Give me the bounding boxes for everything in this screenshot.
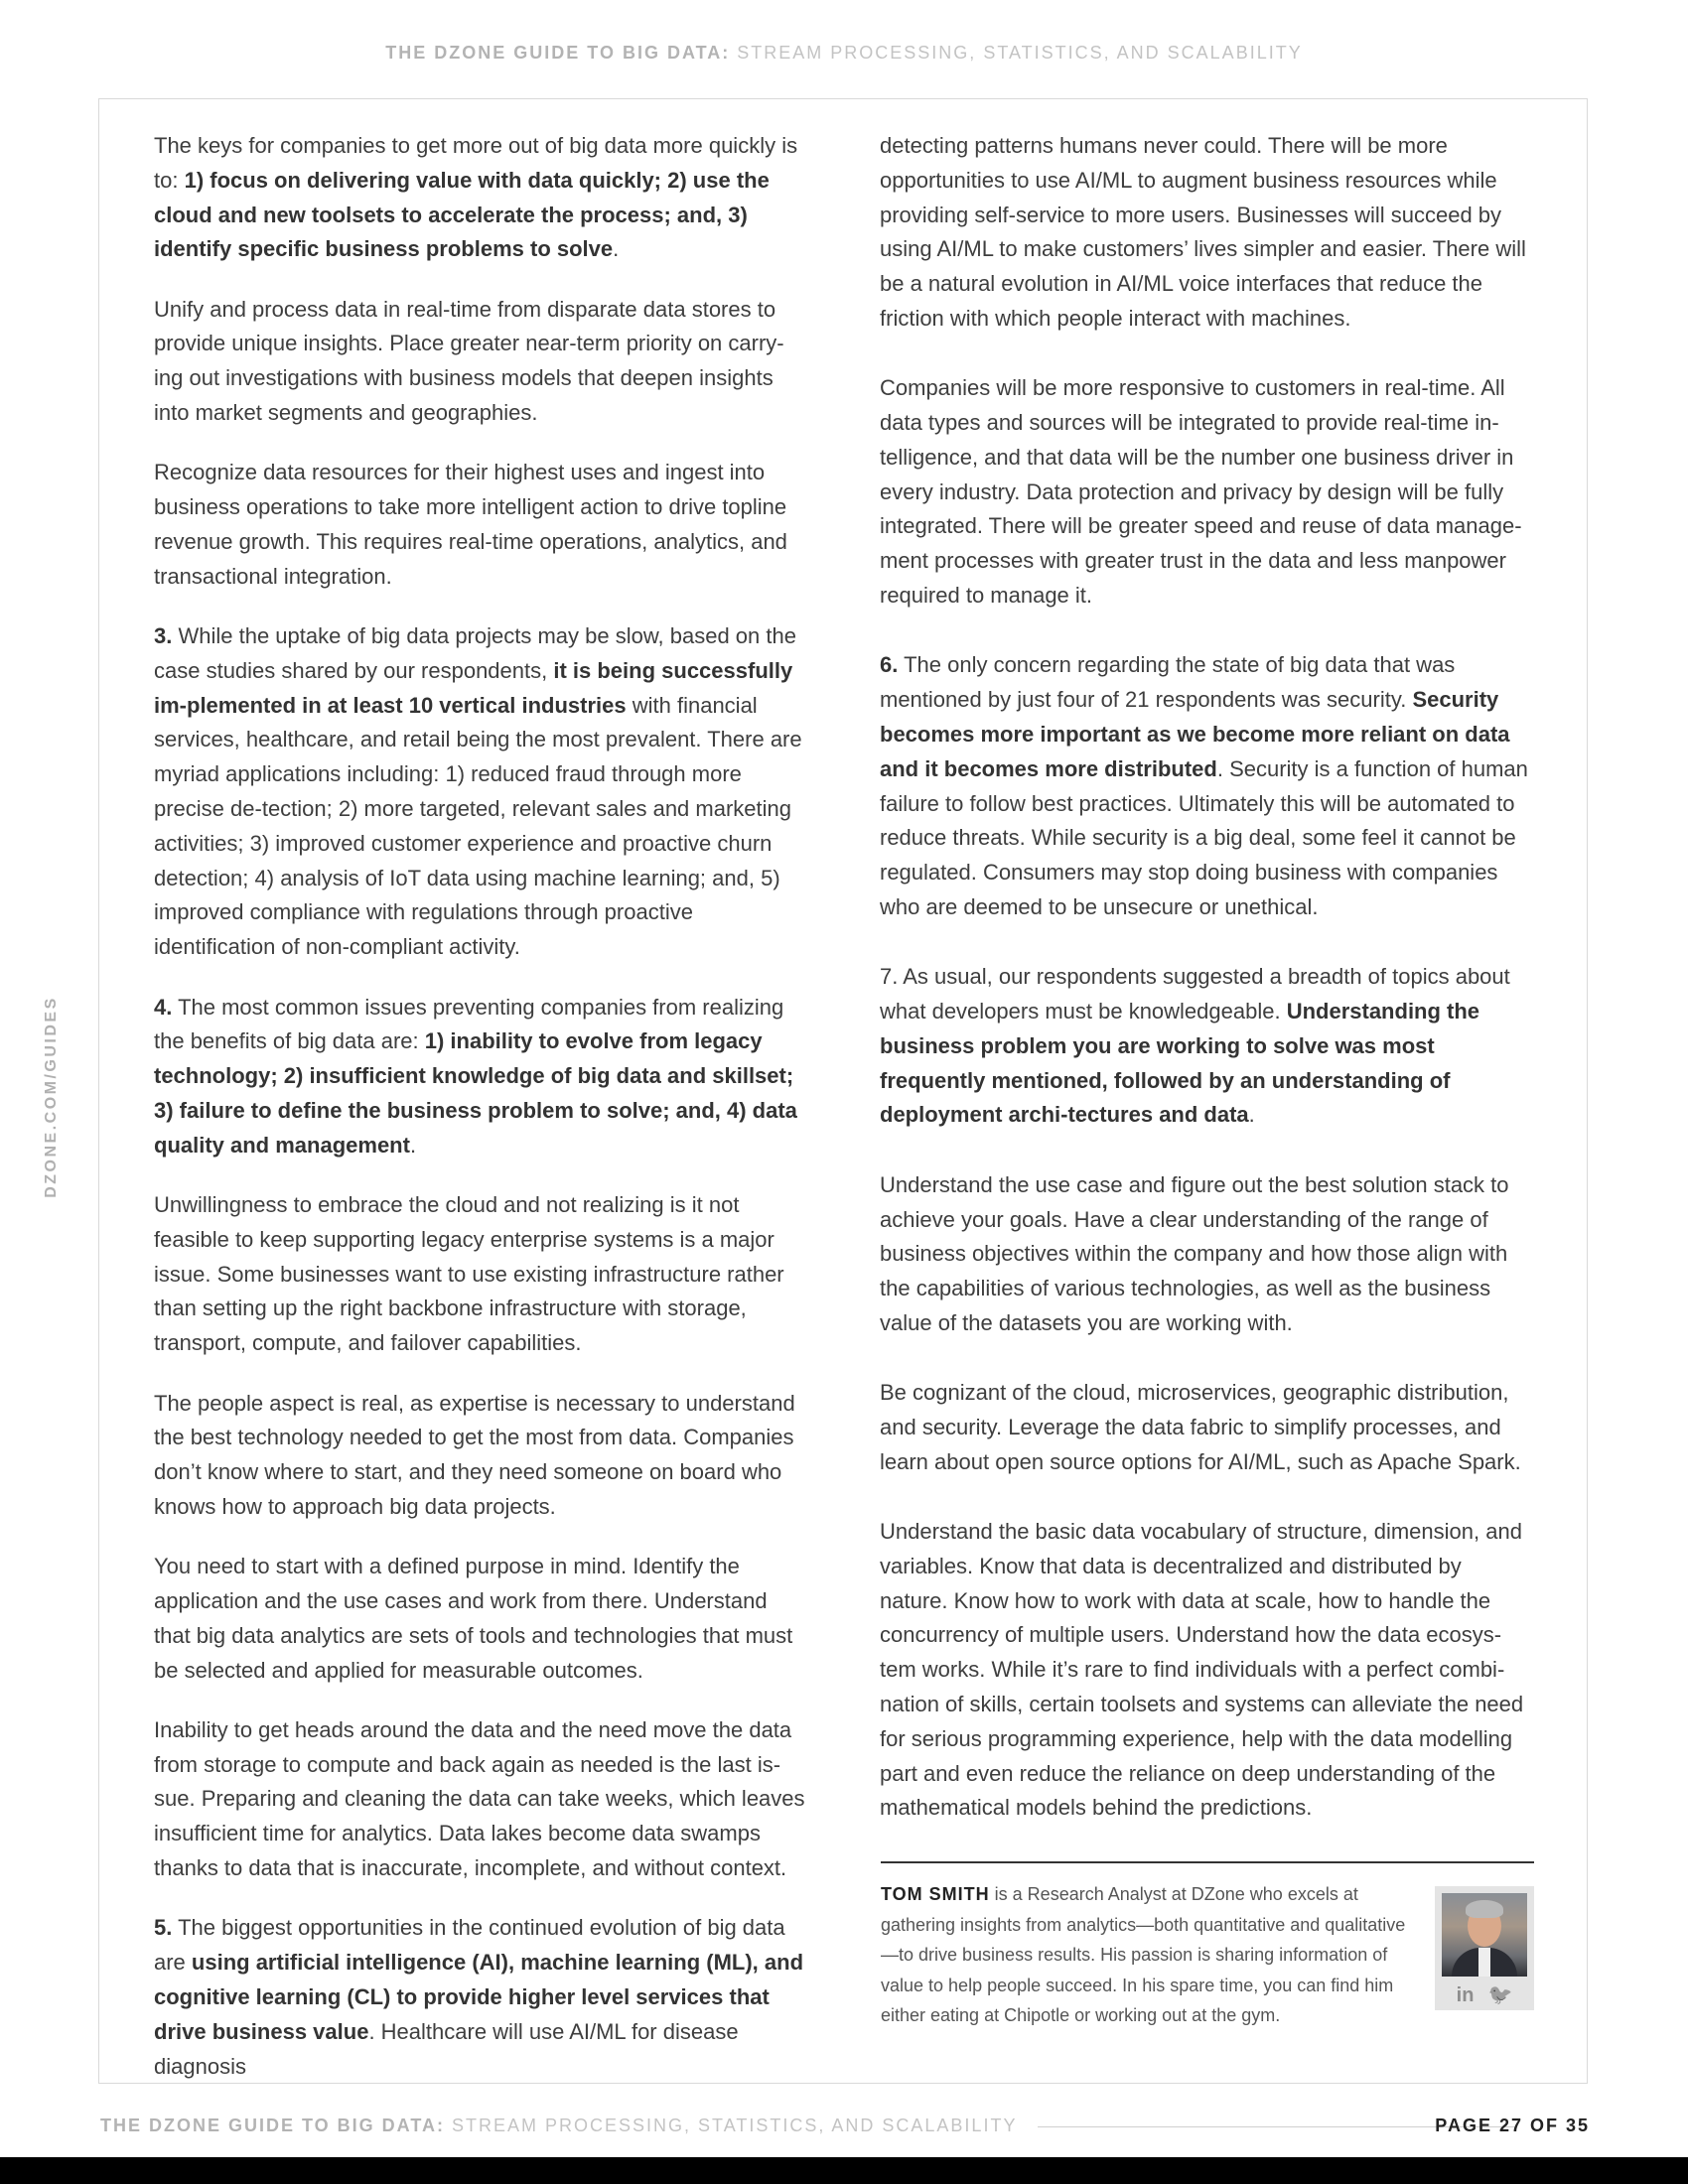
item-number: 5. [154,1915,173,1941]
paragraph: The people aspect is real, as expertise is necessary to understand the best technology needed to get the most from data. Companies don’t know where to start, and they need someone on board who knows how to approach big data projects. [154,1390,795,1519]
portrait-shirt [1478,1948,1490,1977]
paragraph: Understand the basic data vocabulary of structure, dimension, and variables. Know that data is decentralized and distributed by nature. Know how to work with data at scale, how to handle the concurrency of multiple users. Understand how the data ecosys-tem works. While it’s rare to find individuals with a perfect combi-nation of skills, certain toolsets and systems can alleviate the need for serious programming experience, help with the data modelling part and even reduce the reliance on deep understanding of the mathematical models behind the predictions. [880,1519,1524,1821]
text-run: . Security is a function of human failure to follow best practices. Ultimately this will be automated to reduce threats. While security is a big deal, some feel it cannot be regulated. Consumers may stop doing business with companies who are deemed to be unsecure or unethical. [880,755,1528,919]
paragraph [154,1911,809,2084]
linkedin-icon[interactable]: in [1456,1984,1475,2006]
bold-run: 1) inability to evolve from legacy technology; 2) insufficient knowledge of big data and skillset; 3) failure to define the business problem to solve; and, 4) data quality and management [154,1028,797,1158]
item-number: 4. [154,994,173,1020]
paragraph [880,960,1535,1133]
text-run: The most common issues preventing companies from realizing the benefits of big data are: [154,994,784,1054]
author-bio-text: is a Research Analyst at DZone who excels at gathering insights from analytics—both quantitative and qualitative—to drive business results. His passion is sharing information of value to help people succeed. In his spare time, you can find him either eating at Chipotle or working out at the gym. [881,1884,1406,2025]
item-number: 3. [154,623,173,649]
text-run: 7. As usual, our respondents suggested a breadth of topics about what developers must be knowledgeable. [880,964,1510,1024]
portrait-hair [1466,1900,1503,1918]
text-run: with financial services, healthcare, and retail being the most prevalent. There are myriad applications including: 1) reduced fraud through more precise de-tection; 2) more targeted, relevant sales and marketing activities; 3) improved customer experience and proactive churn detection; 4) analysis of IoT data using machine learning; and, 5) improved compliance with regulations through proactive identification of non-compliant activity. [154,692,802,960]
sidebar-url-text[interactable]: DZONE.COM/GUIDES [43,996,60,1198]
bold-run: 1) focus on delivering value with data quickly; 2) use the cloud and new toolsets to accelerate the process; and, 3) identify specific business problems to solve [154,167,770,262]
text-run: The only concern regarding the state of big data that was mentioned by just four of 21 respondents was security. [880,652,1456,713]
paragraph [154,619,809,965]
footer-title [100,2116,1017,2136]
paragraph: You need to start with a defined purpose in mind. Identify the application and the use cases and work from there. Understand that big data analytics are sets of tools and technologies that must be selected and applied for measurable outcomes. [154,1554,793,1683]
header-title-bold: THE DZONE GUIDE TO BIG DATA: [385,43,731,63]
bold-run: it is being successfully im-plemented in at least 10 vertical industries [154,657,793,718]
footer-title-rest: STREAM PROCESSING, STATISTICS, AND SCALABILITY [452,2116,1018,2135]
text-run: . [1248,1102,1255,1128]
paragraph: Be cognizant of the cloud, microservices, geographic distribution, and security. Leverage the data fabric to simplify processes, and learn about open source options for AI/ML, such as Apache Spark. [880,1380,1521,1474]
page-header [0,43,1688,64]
paragraph [880,648,1535,924]
paragraph [154,991,809,1163]
bottom-bar [0,2157,1688,2184]
twitter-icon[interactable]: 🐦 [1487,1984,1513,2006]
text-run: . [409,1132,417,1158]
author-bio [881,1879,1412,2031]
text-run: The biggest opportunities in the continued evolution of big data are [154,1915,785,1976]
paragraph: Inability to get heads around the data and the need move the data from storage to compute and back again as needed is the last is-sue. Preparing and cleaning the data can take weeks, which leaves insufficient time for analytics. Data lakes become data swamps thanks to data that is inaccurate, incomplete, and without context. [154,1716,805,1881]
bold-run: Security becomes more important as we become more reliant on data and it becomes more distributed [880,687,1510,781]
bold-run: Understanding the business problem you are working to solve was most frequently mentioned, followed by an understanding of deployment archi-tectures and data [880,999,1480,1128]
paragraph: Companies will be more responsive to customers in real-time. All data types and sources will be integrated to provide real-time in-telligence, and that data will be the number one business driver in every industry. Data protection and privacy by design will be fully integrated. There will be greater speed and reuse of data manage-ment processes with greater trust in the data and less manpower required to manage it. [880,375,1522,609]
author-photo [1435,1886,1534,2010]
header-title-rest: STREAM PROCESSING, STATISTICS, AND SCALABILITY [737,43,1303,63]
paragraph: Unify and process data in real-time from disparate data stores to provide unique insights. Place greater near-term priority on carry-ing out investigations with business models that deepen insights into market segments and geographies. [154,296,784,426]
page-footer [100,2116,1590,2135]
paragraph: Recognize data resources for their highest uses and ingest into business operations to take more intelligent action to drive topline revenue growth. This requires real-time operations, analytics, and transactional integration. [154,460,787,589]
sidebar-url[interactable] [40,983,64,1211]
item-number: 6. [880,652,899,678]
page-number: PAGE 27 OF 35 [1435,2116,1590,2135]
footer-title-bold: THE DZONE GUIDE TO BIG DATA: [100,2116,445,2135]
author-name: TOM SMITH [881,1884,990,1904]
right-column [880,129,1535,1861]
paragraph: detecting patterns humans never could. There will be more opportunities to use AI/ML to augment business resources while providing self-service to more users. Businesses will succeed by using AI/ML to make customers’ lives simpler and easier. There will be a natural evolution in AI/ML voice interfaces that reduce the friction with which people interact with machines. [880,133,1526,331]
paragraph: Unwillingness to embrace the cloud and not realizing is it not feasible to keep supporting legacy enterprise systems is a major issue. Some businesses want to use existing infrastructure rather than setting up the right backbone infrastructure with storage, transport, compute, and failover capabilities. [154,1192,784,1356]
left-column [154,129,809,2110]
text-run: . [613,236,620,262]
text-run: While the uptake of big data projects may be slow, based on the case studies shared by our respondents, [154,623,796,683]
paragraph [154,129,809,267]
author-box [881,1861,1534,2031]
author-portrait [1442,1893,1527,1977]
paragraph: Understand the use case and figure out the best solution stack to achieve your goals. Have a clear understanding of the range of business objectives within the company and how those align with the capabilities of various technologies, as well as the business value of the datasets you are working with. [880,1171,1509,1335]
bold-run: using artificial intelligence (AI), machine learning (ML), and cognitive learning (CL) to provide higher level services that drive business value [154,1950,804,2044]
text-run: . Healthcare will use AI/ML for disease diagnosis [154,2018,739,2079]
social-icons [1435,1982,1534,2007]
text-run: The keys for companies to get more out of big data more quickly is to: [154,133,798,193]
